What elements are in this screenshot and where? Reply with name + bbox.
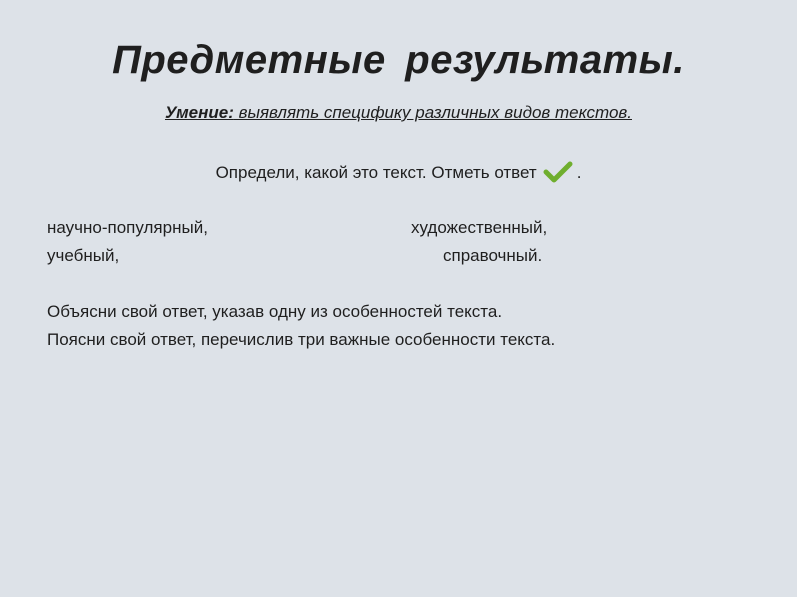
option-reference: справочный. [443, 246, 543, 265]
slide-title: Предметные результаты. [112, 38, 685, 82]
skill-line [0, 103, 797, 123]
skill-text: выявлять специфику различных видов текстов. [233, 103, 632, 122]
task-text: Определи, какой это текст. Отметь ответ [215, 163, 537, 182]
task-end: . [576, 163, 582, 182]
skill-label: Умение: [164, 103, 234, 122]
task-line [0, 161, 797, 188]
option-educational: учебный, [47, 246, 120, 265]
option-popular-science: научно-популярный, [47, 218, 208, 237]
check-mark-icon [543, 161, 573, 188]
instruction-line-2: Поясни свой ответ, перечислив три важные особенности текста. [47, 330, 556, 349]
option-fiction: художественный, [411, 218, 548, 237]
instruction-line-1: Объясни свой ответ, указав одну из особенностей текста. [47, 302, 503, 321]
